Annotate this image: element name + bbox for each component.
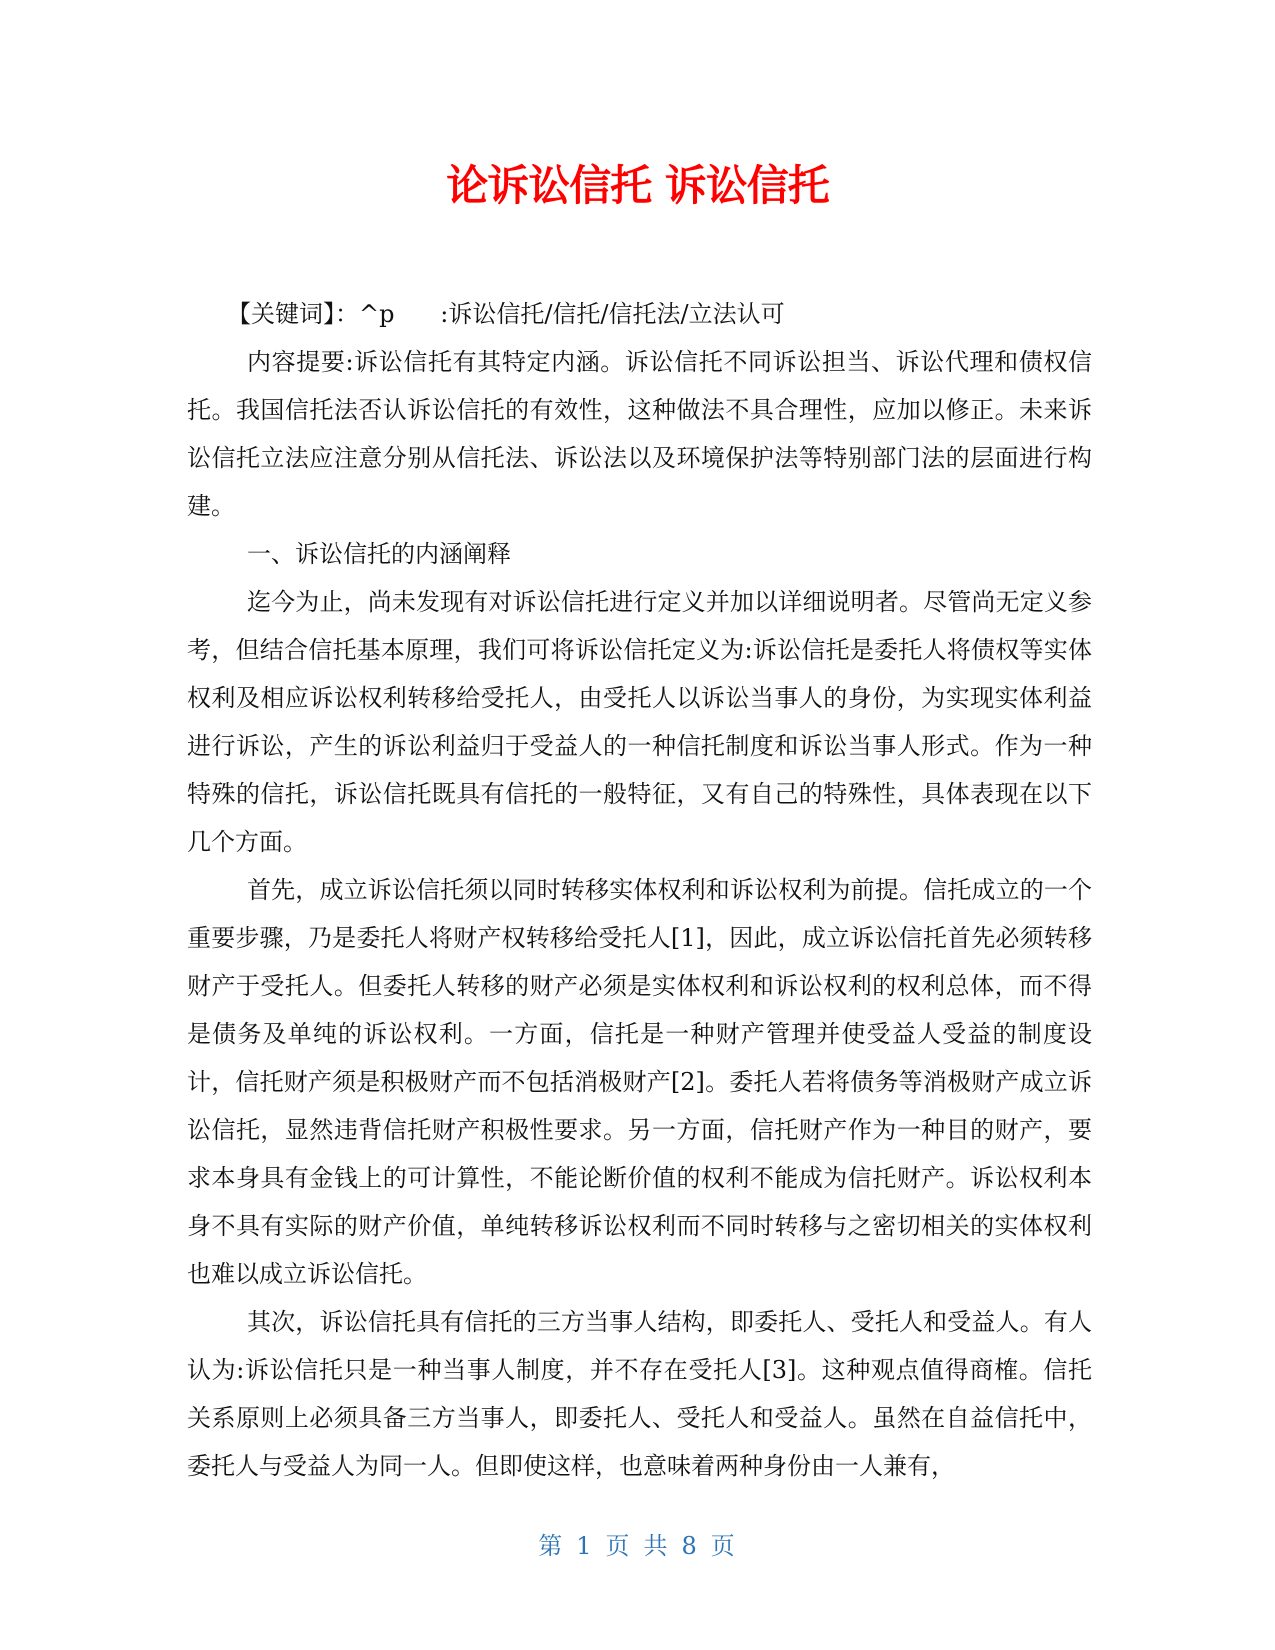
footer-page-word: 页 (605, 1532, 632, 1560)
section-heading: 一、诉讼信托的内涵阐释 (247, 540, 511, 568)
body-paragraph: 首先，成立诉讼信托须以同时转移实体权利和诉讼权利为前提。信托成立的一个重要步骤，乃是委托人将财产权转移给受托人[1]，因此，成立诉讼信托首先必须转移财产于受托人。但委托人转移的财产必须是实体权利和诉讼权利的权利总体，而不得是债务及单纯的诉讼权利。一方面，信托是一种财产管理并使受益人受益的制度设计，信托财产须是积极财产而不包括消极财产[2]。委托人若将债务等消极财产成立诉讼信托，显然违背信托财产积极性要求。另一方面，信托财产作为一种目的财产，要求本身具有金钱上的可计算性，不能论断价值的权利不能成为信托财产。诉讼权利本身不具有实际的财产价值，单纯转移诉讼权利而不同时转移与之密切相关的实体权利也难以成立诉讼信托。 (187, 876, 1092, 1288)
footer-total-prefix: 共 (643, 1532, 670, 1560)
document-body (187, 290, 1092, 1490)
abstract-paragraph: 内容提要:诉讼信托有其特定内涵。诉讼信托不同诉讼担当、诉讼代理和债权信托。我国信托法否认诉讼信托的有效性，这种做法不具合理性，应加以修正。未来诉讼信托立法应注意分别从信托法、诉讼法以及环境保护法等特别部门法的层面进行构建。 (187, 348, 1092, 520)
page-footer (0, 1530, 1275, 1562)
footer-total-suffix: 页 (710, 1532, 737, 1560)
footer-page-prefix: 第 (538, 1532, 565, 1560)
body-paragraph: 迄今为止，尚未发现有对诉讼信托进行定义并加以详细说明者。尽管尚无定义参考，但结合信托基本原理，我们可将诉讼信托定义为:诉讼信托是委托人将债权等实体权利及相应诉讼权利转移给受托人，由受托人以诉讼当事人的身份，为实现实体利益进行诉讼，产生的诉讼利益归于受益人的一种信托制度和诉讼当事人形式。作为一种特殊的信托，诉讼信托既具有信托的一般特征，又有自己的特殊性，具体表现在以下几个方面。 (187, 588, 1092, 856)
keywords-line: 【关键词】：^p :诉讼信托/信托/信托法/立法认可 (227, 300, 785, 328)
footer-total-pages: 8 (681, 1532, 699, 1560)
body-paragraph: 其次，诉讼信托具有信托的三方当事人结构，即委托人、受托人和受益人。有人认为:诉讼信托只是一种当事人制度，并不存在受托人[3]。这种观点值得商榷。信托关系原则上必须具备三方当事人，即委托人、受托人和受益人。虽然在自益信托中，委托人与受益人为同一人。但即使这样，也意味着两种身份由一人兼有， (187, 1308, 1092, 1480)
page-title: 论诉讼信托 诉讼信托 (446, 161, 829, 210)
footer-current-page: 1 (576, 1532, 594, 1560)
